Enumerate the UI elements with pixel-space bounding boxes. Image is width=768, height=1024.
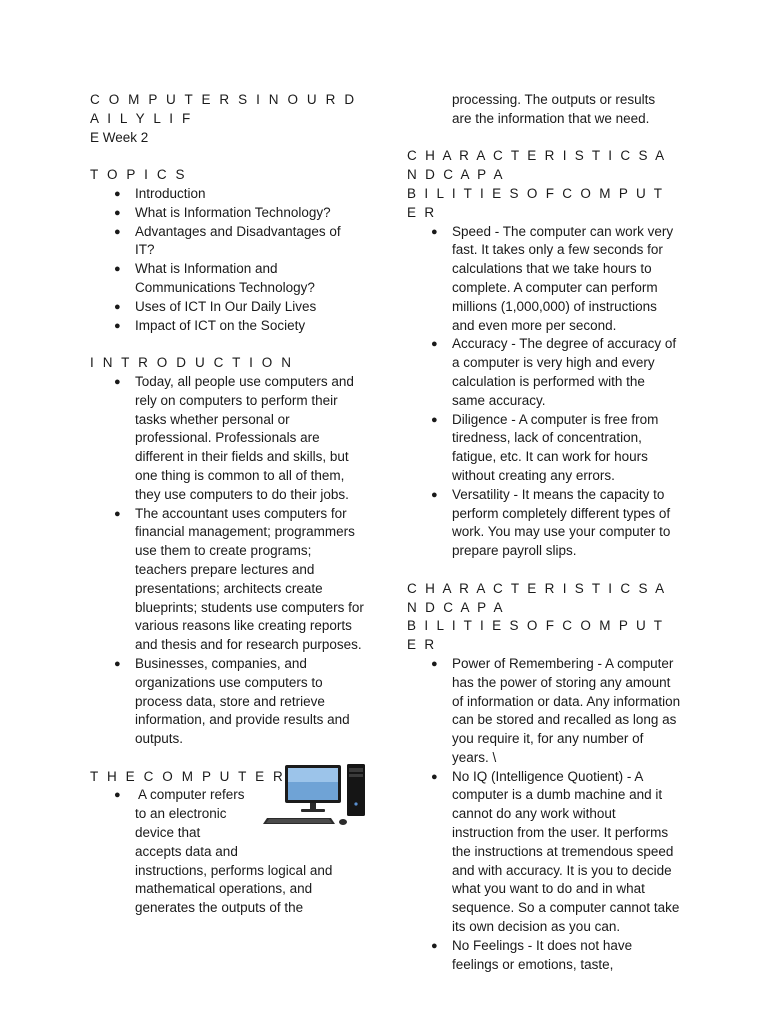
list-item: ● Advantages and Disadvantages of IT? <box>114 223 341 258</box>
list-item: ● Versatility - It means the capacity to perform completely different types of work. You may use your computer to prepare payroll slips. <box>431 486 671 559</box>
bullet-icon: ● <box>114 375 121 388</box>
heading-line-2: B I L I T I E S O F C O M P U T E R <box>407 185 665 220</box>
the-computer-list <box>90 786 365 918</box>
bullet-icon: ● <box>114 300 121 313</box>
topics-list <box>90 185 365 335</box>
left-column <box>90 91 365 918</box>
bullet-icon: ● <box>114 789 121 802</box>
list-item: ● The accountant uses computers for financial management; programmers use them to create programs; teachers prepare lectures and presentations; architects create blueprints; students use computers for various reasons like creating reports and thesis and for research purposes. <box>114 505 364 653</box>
the-computer-section <box>90 768 365 918</box>
list-item: ● A computer refers to an electronic device that accepts data and instructions, performs logical and mathematical operations, and generates the outputs of the <box>114 787 333 916</box>
continuation-text: processing. The outputs or results are the information that we need. <box>452 92 656 126</box>
list-item: ● What is Information and Communications Technology? <box>114 261 315 295</box>
list-item: ● Impact of ICT on the Society <box>90 317 365 336</box>
list-item: ● Accuracy - The degree of accuracy of a computer is very high and every calculation is performed with the same accuracy. <box>431 336 677 408</box>
list-item: ● No IQ (Intelligence Quotient) - A computer is a dumb machine and it cannot do any work without instruction from the user. It performs the instructions at tremendous speed and with accuracy. It is you to decide what you want to do and in what sequence. So a computer cannot take its own decision as you can. <box>431 768 680 935</box>
bullet-icon: ● <box>431 939 438 952</box>
list-item: ● Power of Remembering - A computer has the power of storing any amount of information or data. Any information can be stored and recalled as long as you require it, for any number of years. \ <box>431 655 681 765</box>
list-item: ● Businesses, companies, and organizations use computers to process data, store and retrieve information, and provide results and outputs. <box>114 655 350 747</box>
bullet-icon: ● <box>114 225 121 238</box>
topics-heading: T O P I C S <box>90 167 188 183</box>
introduction-list <box>90 373 365 749</box>
right-column <box>407 91 679 974</box>
list-item: ● Uses of ICT In Our Daily Lives <box>90 298 365 317</box>
bullet-icon: ● <box>114 206 121 219</box>
list-item: ● Speed - The computer can work very fast. It takes only a few seconds for calculations that we take hours to complete. A computer can perform millions (1,000,000) of instructions and even more per second. <box>431 223 674 333</box>
bullet-icon: ● <box>431 657 438 670</box>
bullet-icon: ● <box>431 225 438 238</box>
title-line-2: E Week 2 <box>90 129 149 145</box>
bullet-icon: ● <box>431 770 438 783</box>
characteristics-heading-1 <box>407 147 679 222</box>
list-item: ● Diligence - A computer is free from tiredness, lack of concentration, fatigue, etc. It can work for hours without creating any errors. <box>431 411 659 483</box>
bullet-icon: ● <box>114 263 121 276</box>
bullet-icon: ● <box>431 413 438 426</box>
heading-line-2: B I L I T I E S O F C O M P U T E R <box>407 618 665 653</box>
the-computer-heading: T H E C O M P U T E R <box>90 768 286 784</box>
introduction-heading: I N T R O D U C T I O N <box>90 355 294 371</box>
characteristics-list-2 <box>407 655 679 975</box>
bullet-icon: ● <box>431 338 438 351</box>
heading-line-1: C H A R A C T E R I S T I C S A N D C A P A <box>407 148 666 183</box>
heading-line-1: C H A R A C T E R I S T I C S A N D C A P A <box>407 580 666 615</box>
title-line-1: C O M P U T E R S I N O U R D A I L Y L I F <box>90 92 357 126</box>
characteristics-list-1 <box>407 223 679 561</box>
list-item: ● Introduction <box>90 185 365 204</box>
bullet-icon: ● <box>114 319 121 332</box>
characteristics-heading-2 <box>407 580 679 655</box>
bullet-icon: ● <box>114 657 121 670</box>
bullet-icon: ● <box>114 507 121 520</box>
list-item: ● No Feelings - It does not have feelings or emotions, taste, <box>431 937 633 972</box>
bullet-icon: ● <box>114 187 121 200</box>
bullet-icon: ● <box>431 488 438 501</box>
list-item: ● What is Information Technology? <box>90 204 365 223</box>
document-title <box>90 91 365 147</box>
list-item: ● Today, all people use computers and rely on computers to perform their tasks whether personal or professional. Professionals are different in their fields and skills, but one thing is common to all of them, they use computers to do their jobs. <box>114 373 354 502</box>
